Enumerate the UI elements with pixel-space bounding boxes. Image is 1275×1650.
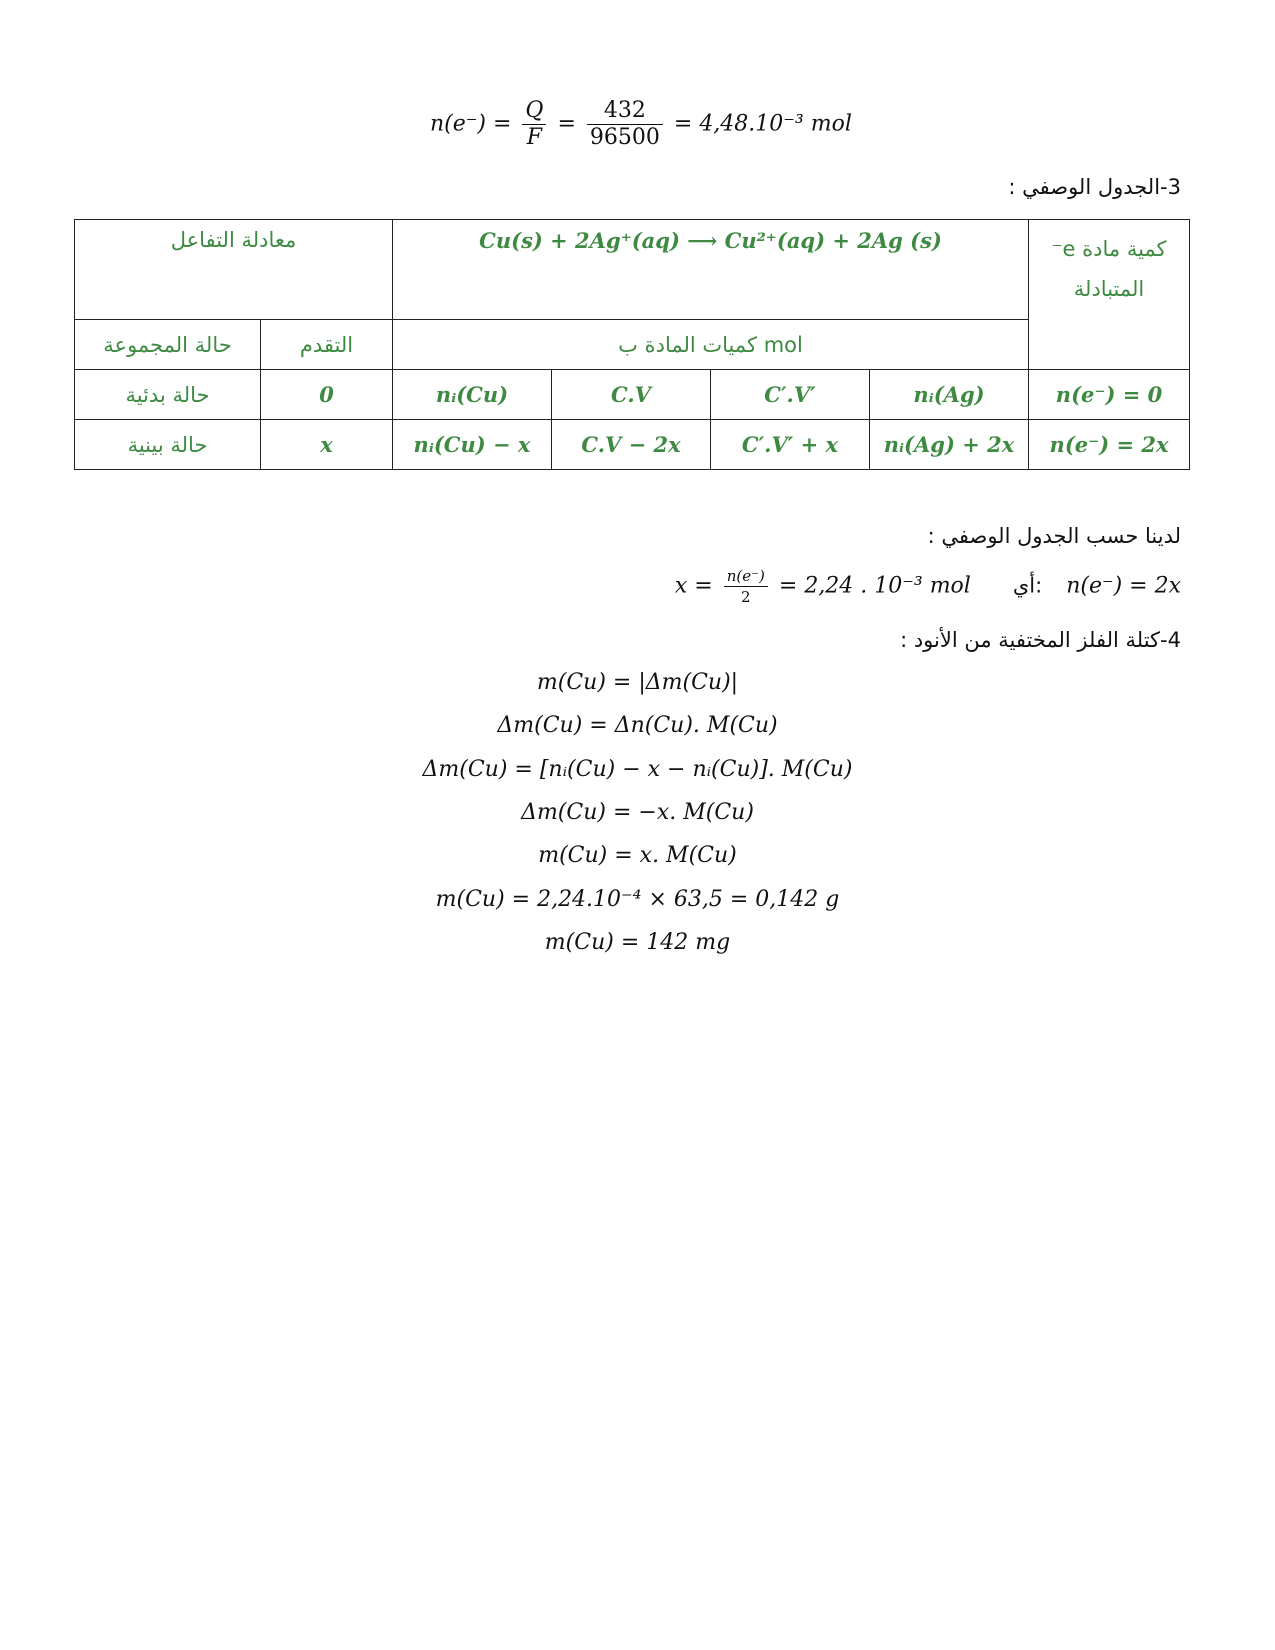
electrons-label-line-2: المتبادلة bbox=[1073, 277, 1145, 301]
row-cu-amount: nᵢ(Cu) − x bbox=[413, 432, 531, 457]
equation-line: m(Cu) = x. M(Cu) bbox=[538, 843, 737, 868]
formula-lhs: n(e⁻) = bbox=[430, 111, 512, 137]
x-lhs: x = bbox=[674, 573, 713, 599]
row-ag-ion-amount: C.V bbox=[611, 382, 651, 407]
electrons-label-cell bbox=[1029, 220, 1190, 370]
fraction-numerator: Q bbox=[522, 98, 546, 125]
fraction-numerator: n(e⁻) bbox=[724, 566, 768, 587]
equation-line: Δm(Cu) = −x. M(Cu) bbox=[521, 800, 754, 825]
ne-equals-2x: n(e⁻) = 2x bbox=[1066, 573, 1181, 599]
row-cu-ion-amount: C′.V′ + x bbox=[741, 432, 839, 457]
according-table-text: لدينا حسب الجدول الوصفي : bbox=[927, 524, 1181, 548]
row-ag-ion-amount: C.V − 2x bbox=[581, 432, 681, 457]
row-state: حالة بينية bbox=[127, 432, 208, 457]
quantities-label-cell bbox=[393, 320, 1029, 370]
equation-label: معادلة التفاعل bbox=[170, 228, 297, 252]
row-cu-ion-amount: C′.V′ bbox=[764, 382, 816, 407]
equation-line: Δm(Cu) = [nᵢ(Cu) − x − nᵢ(Cu)]. M(Cu) bbox=[422, 757, 853, 782]
x-result: = 2,24 . 10⁻³ mol bbox=[778, 573, 971, 599]
reaction-cell bbox=[393, 220, 1029, 320]
fraction-denominator: 2 bbox=[741, 588, 751, 606]
section-3-heading: 3-الجدول الوصفي : bbox=[1008, 175, 1181, 199]
row-ag-amount: nᵢ(Ag) + 2x bbox=[883, 432, 1015, 457]
table-row bbox=[75, 370, 1190, 420]
fraction-denominator: 96500 bbox=[589, 125, 660, 150]
fraction-numeric bbox=[587, 98, 663, 151]
fraction-denominator: F bbox=[526, 125, 543, 150]
formula-result: = 4,48.10⁻³ mol bbox=[673, 111, 852, 137]
row-ag-amount: nᵢ(Ag) bbox=[913, 382, 985, 407]
ai-word: أي: bbox=[1012, 573, 1043, 598]
top-formula bbox=[430, 98, 852, 151]
row-cu-amount: nᵢ(Cu) bbox=[435, 382, 509, 407]
row-progress: 0 bbox=[319, 382, 334, 407]
electrons-label-line-1: كمية مادة e⁻ bbox=[1051, 237, 1167, 261]
section-4-heading: 4-كتلة الفلز المختفية من الأنود : bbox=[900, 628, 1181, 652]
row-electron-amount: n(e⁻) = 2x bbox=[1049, 432, 1169, 457]
equation-line: Δm(Cu) = Δn(Cu). M(Cu) bbox=[497, 713, 778, 738]
table-row bbox=[75, 420, 1190, 470]
equation-label-cell bbox=[75, 220, 393, 320]
reaction-equation: Cu(s) + 2Ag⁺(aq) ⟶ Cu²⁺(aq) + 2Ag (s) bbox=[479, 228, 942, 253]
row-state: حالة بدئية bbox=[125, 382, 210, 407]
progress-label-cell bbox=[261, 320, 393, 370]
fraction-numerator: 432 bbox=[587, 98, 663, 125]
equation-line: m(Cu) = 2,24.10⁻⁴ × 63,5 = 0,142 g bbox=[435, 887, 840, 912]
system-state-label-cell bbox=[75, 320, 261, 370]
fraction-q-over-f bbox=[522, 98, 546, 151]
x-formula-line bbox=[675, 566, 1181, 607]
progress-label: التقدم bbox=[299, 332, 354, 357]
equation-line: m(Cu) = |Δm(Cu)| bbox=[536, 670, 739, 695]
progress-table bbox=[74, 219, 1190, 470]
quantities-label: كميات المادة ب mol bbox=[618, 332, 803, 357]
fraction-ne-over-2 bbox=[724, 566, 768, 607]
formula-equals: = bbox=[557, 111, 576, 137]
equation-line: m(Cu) = 142 mg bbox=[544, 930, 731, 955]
row-progress: x bbox=[320, 432, 333, 457]
system-state-label: حالة المجموعة bbox=[103, 332, 232, 357]
row-electron-amount: n(e⁻) = 0 bbox=[1055, 382, 1163, 407]
